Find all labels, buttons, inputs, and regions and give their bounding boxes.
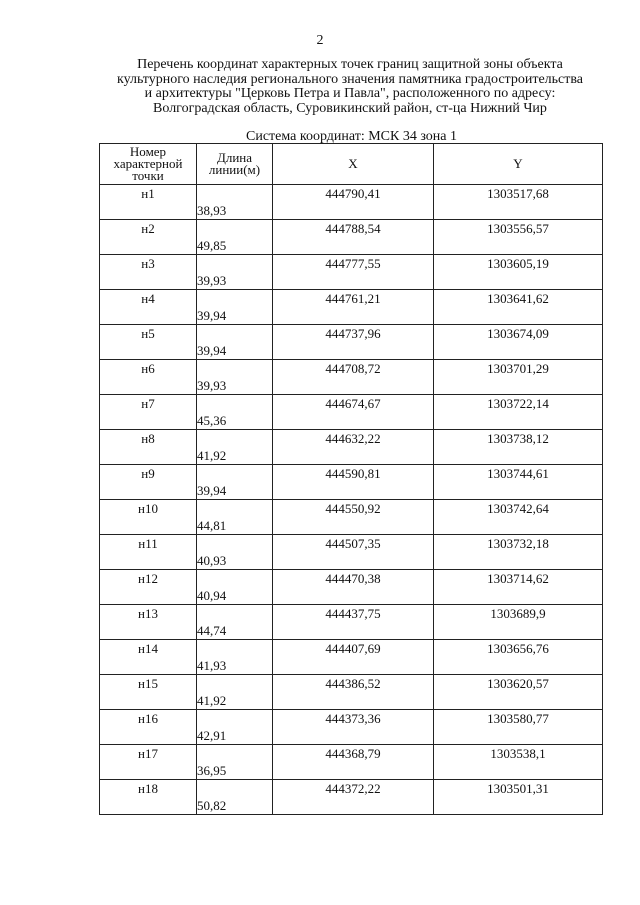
title-line: Перечень координат характерных точек границ защитной зоны объекта [137,57,563,72]
table-row [100,185,603,203]
empty-cell [197,780,273,798]
empty-cell [100,587,197,605]
header-text: Номер [129,144,167,159]
empty-cell [100,237,197,255]
table-row [100,377,603,395]
table-row [100,395,603,413]
table-row [100,727,603,745]
line-length-cell: 42,91 [197,727,273,745]
point-number-cell: н3 [100,255,197,273]
table-row [100,307,603,325]
point-number-cell: н13 [100,605,197,623]
point-number-cell: н12 [100,570,197,588]
y-coordinate-cell: 1303641,62 [434,290,603,308]
header-text: Длина [216,150,253,165]
title-line: и архитектуры "Церковь Петра и Павла", расположенного по адресу: [144,86,556,101]
table-row [100,290,603,308]
title-line: культурного наследия регионального значения памятника градостроительства [116,71,584,87]
point-number-cell: н1 [100,185,197,203]
empty-cell [197,745,273,763]
empty-cell [100,307,197,325]
empty-cell [434,517,603,535]
header-point-number [100,144,197,185]
empty-cell [197,395,273,413]
empty-cell [434,307,603,325]
empty-cell [273,517,434,535]
table-row [100,570,603,588]
line-length-cell: 39,94 [197,307,273,325]
coordinates-table [99,143,603,815]
empty-cell [434,202,603,220]
point-number-cell: н8 [100,430,197,448]
empty-cell [434,692,603,710]
table-row [100,762,603,780]
table-row [100,780,603,798]
empty-cell [273,692,434,710]
x-coordinate-cell: 444368,79 [273,745,434,763]
line-length-cell: 39,93 [197,377,273,395]
empty-cell [100,272,197,290]
header-line-length [197,144,273,185]
table-row [100,430,603,448]
empty-cell [273,202,434,220]
line-length-cell: 39,93 [197,272,273,290]
empty-cell [197,465,273,483]
empty-cell [100,622,197,640]
point-number-cell: н11 [100,535,197,553]
y-coordinate-cell: 1303605,19 [434,255,603,273]
empty-cell [273,727,434,745]
empty-cell [434,412,603,430]
table-row [100,657,603,675]
table-row [100,552,603,570]
table-row [100,412,603,430]
title-line: Волгоградская область, Суровикинский район, ст-ца Нижний Чир [153,100,547,116]
point-number-cell: н5 [100,325,197,343]
x-coordinate-cell: 444550,92 [273,500,434,518]
empty-cell [434,727,603,745]
empty-cell [434,482,603,500]
empty-cell [273,447,434,465]
y-coordinate-cell: 1303714,62 [434,570,603,588]
point-number-cell: н15 [100,675,197,693]
point-number-cell: н18 [100,780,197,798]
x-coordinate-cell: 444437,75 [273,605,434,623]
table-row [100,220,603,238]
x-coordinate-cell: 444790,41 [273,185,434,203]
y-coordinate-cell: 1303656,76 [434,640,603,658]
y-coordinate-cell: 1303674,09 [434,325,603,343]
empty-cell [197,535,273,553]
empty-cell [100,342,197,360]
empty-cell [273,587,434,605]
empty-cell [197,430,273,448]
table-row [100,482,603,500]
table-row [100,675,603,693]
empty-cell [100,797,197,815]
empty-cell [273,552,434,570]
x-coordinate-cell: 444507,35 [273,535,434,553]
x-coordinate-cell: 444708,72 [273,360,434,378]
empty-cell [100,762,197,780]
line-length-cell: 41,92 [197,692,273,710]
point-number-cell: н4 [100,290,197,308]
empty-cell [273,272,434,290]
line-length-cell: 50,82 [197,797,273,815]
table-row [100,710,603,728]
line-length-cell: 44,81 [197,517,273,535]
empty-cell [273,307,434,325]
x-coordinate-cell: 444373,36 [273,710,434,728]
empty-cell [197,640,273,658]
line-length-cell: 39,94 [197,342,273,360]
point-number-cell: н7 [100,395,197,413]
table-row [100,237,603,255]
empty-cell [273,797,434,815]
empty-cell [273,762,434,780]
empty-cell [100,692,197,710]
empty-cell [100,202,197,220]
line-length-cell: 39,94 [197,482,273,500]
y-coordinate-cell: 1303580,77 [434,710,603,728]
empty-cell [100,657,197,675]
document-title [90,58,610,116]
header-x: X [273,144,434,185]
empty-cell [100,482,197,500]
empty-cell [100,377,197,395]
page-number: 2 [316,33,324,48]
x-coordinate-cell: 444674,67 [273,395,434,413]
x-coordinate-cell: 444737,96 [273,325,434,343]
header-text: характерной [113,156,183,171]
empty-cell [197,325,273,343]
table-row [100,465,603,483]
line-length-cell: 40,93 [197,552,273,570]
header-text: точки [132,168,164,183]
table-row [100,255,603,273]
y-coordinate-cell: 1303689,9 [434,605,603,623]
coordinate-system-label: Система координат: МСК 34 зона 1 [246,129,458,144]
line-length-cell: 38,93 [197,202,273,220]
table-row [100,447,603,465]
empty-cell [434,447,603,465]
x-coordinate-cell: 444407,69 [273,640,434,658]
point-number-cell: н6 [100,360,197,378]
header-y: Y [434,144,603,185]
table-row [100,535,603,553]
empty-cell [434,552,603,570]
empty-cell [100,447,197,465]
y-coordinate-cell: 1303620,57 [434,675,603,693]
line-length-cell: 41,93 [197,657,273,675]
y-coordinate-cell: 1303742,64 [434,500,603,518]
empty-cell [197,185,273,203]
table-row [100,272,603,290]
y-coordinate-cell: 1303501,31 [434,780,603,798]
empty-cell [434,657,603,675]
empty-cell [197,605,273,623]
empty-cell [197,570,273,588]
empty-cell [273,237,434,255]
x-coordinate-cell: 444386,52 [273,675,434,693]
point-number-cell: н9 [100,465,197,483]
empty-cell [273,657,434,675]
line-length-cell: 45,36 [197,412,273,430]
empty-cell [100,412,197,430]
table-row [100,692,603,710]
empty-cell [434,797,603,815]
x-coordinate-cell: 444470,38 [273,570,434,588]
empty-cell [434,272,603,290]
empty-cell [197,675,273,693]
empty-cell [434,377,603,395]
table-row [100,202,603,220]
empty-cell [197,710,273,728]
empty-cell [100,727,197,745]
table-row [100,517,603,535]
x-coordinate-cell: 444777,55 [273,255,434,273]
point-number-cell: н14 [100,640,197,658]
header-text: линии(м) [208,162,261,177]
y-coordinate-cell: 1303722,14 [434,395,603,413]
empty-cell [273,622,434,640]
empty-cell [434,622,603,640]
empty-cell [434,587,603,605]
x-coordinate-cell: 444632,22 [273,430,434,448]
table-header-row [100,144,603,185]
table-row [100,500,603,518]
table-row [100,605,603,623]
line-length-cell: 41,92 [197,447,273,465]
y-coordinate-cell: 1303732,18 [434,535,603,553]
empty-cell [273,412,434,430]
point-number-cell: н10 [100,500,197,518]
empty-cell [434,762,603,780]
x-coordinate-cell: 444761,21 [273,290,434,308]
empty-cell [197,500,273,518]
empty-cell [197,220,273,238]
line-length-cell: 36,95 [197,762,273,780]
line-length-cell: 49,85 [197,237,273,255]
empty-cell [434,237,603,255]
y-coordinate-cell: 1303744,61 [434,465,603,483]
empty-cell [273,377,434,395]
empty-cell [197,360,273,378]
y-coordinate-cell: 1303738,12 [434,430,603,448]
line-length-cell: 44,74 [197,622,273,640]
point-number-cell: н17 [100,745,197,763]
table-row [100,745,603,763]
table-row [100,325,603,343]
point-number-cell: н2 [100,220,197,238]
x-coordinate-cell: 444590,81 [273,465,434,483]
line-length-cell: 40,94 [197,587,273,605]
empty-cell [273,342,434,360]
x-coordinate-cell: 444372,22 [273,780,434,798]
table-row [100,622,603,640]
empty-cell [100,517,197,535]
point-number-cell: н16 [100,710,197,728]
y-coordinate-cell: 1303538,1 [434,745,603,763]
table-row [100,797,603,815]
empty-cell [273,482,434,500]
x-coordinate-cell: 444788,54 [273,220,434,238]
empty-cell [197,290,273,308]
table-row [100,342,603,360]
table-row [100,360,603,378]
empty-cell [197,255,273,273]
empty-cell [434,342,603,360]
table-row [100,587,603,605]
y-coordinate-cell: 1303556,57 [434,220,603,238]
table-row [100,640,603,658]
y-coordinate-cell: 1303701,29 [434,360,603,378]
empty-cell [100,552,197,570]
y-coordinate-cell: 1303517,68 [434,185,603,203]
